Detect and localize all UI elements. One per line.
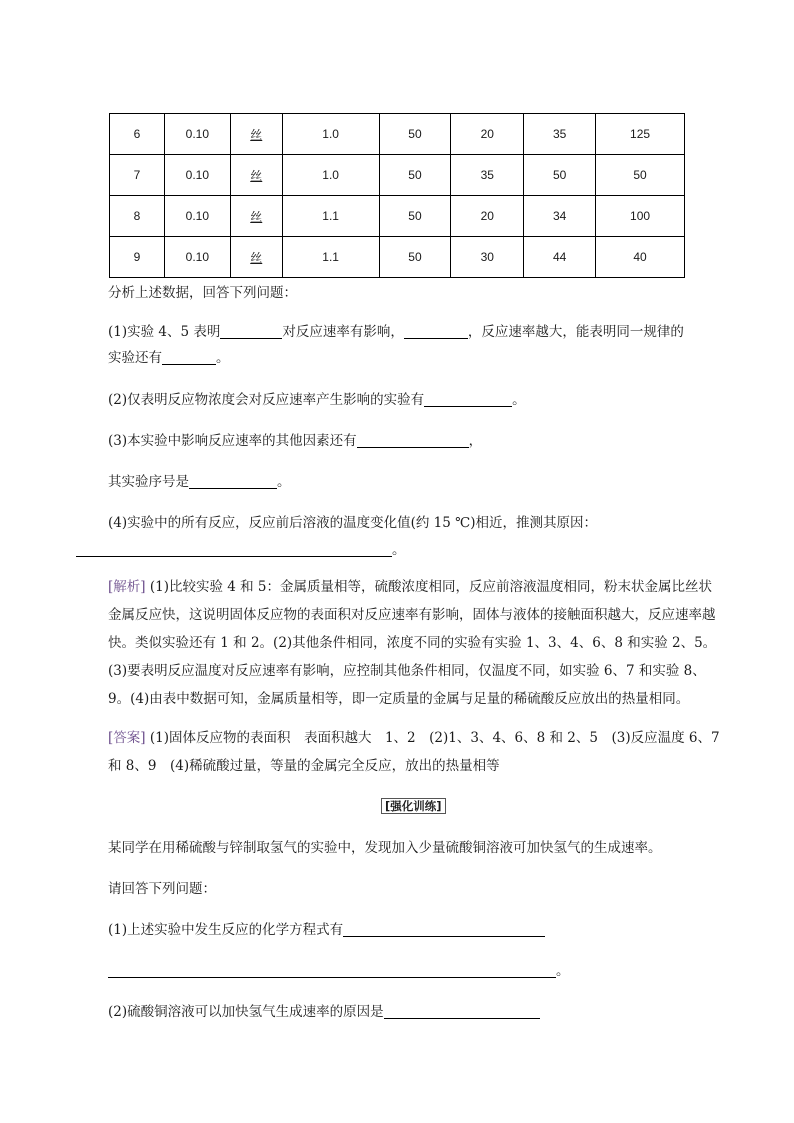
analysis-text: (1)比较实验 4 和 5：金属质量相等，硫酸浓度相同，反应前溶液温度相同，粉末状金属比丝状金属反应快，这说明固体反应物的表面积对反应速率有影响，固体与液体的接触面积越大，反应速率越快。类似实验还有 1 和 2。(2)其他条件相同，浓度不同的实验有实验 1、3、4、6、8 和实验 2、5。(3)要表明反应温度对反应速率有影响，应控制其他条件相同，仅温度不同，如实验 6、7 和实验 8、9。(4)由表中数据可知，金属质量相等，即一定质量的金属与足量的稀硫酸反应放出的热量相同。	[108, 579, 717, 707]
table-cell: 丝	[230, 237, 282, 278]
answer-blank[interactable]	[189, 474, 277, 489]
table-cell: 7	[110, 155, 165, 196]
table-cell: 8	[110, 196, 165, 237]
q1-part-a: (1)实验 4、5 表明	[108, 324, 221, 340]
table-row	[110, 114, 685, 155]
table-cell: 50	[379, 155, 451, 196]
intro-text: 分析上述数据，回答下列问题：	[108, 285, 297, 301]
exercise-question-2	[108, 1000, 540, 1020]
q3-text: (3)本实验中影响反应速率的其他因素还有	[108, 433, 357, 449]
table-cell: 1.1	[282, 237, 379, 278]
answer-text: (1)固体反应物的表面积 表面积越大 1、2 (2)1、3、4、6、8 和 2、5 (3)反应温度 6、7 和 8、9 (4)稀硫酸过量，等量的金属完全反应，放出的热量相等	[108, 730, 720, 774]
exercise-question-1-cont	[108, 959, 570, 979]
q1-part-e: 。	[216, 350, 230, 366]
answer-blank[interactable]	[384, 1004, 540, 1019]
q4-end: 。	[392, 542, 406, 558]
exercise-q2-text: (2)硫酸铜溶液可以加快氢气生成速率的原因是	[108, 1004, 384, 1020]
exercise-prompt: 请回答下列问题：	[108, 881, 216, 897]
table-cell: 40	[596, 237, 685, 278]
q2-text: (2)仅表明反应物浓度会对反应速率产生影响的实验有	[108, 392, 425, 408]
table-cell: 6	[110, 114, 165, 155]
table-cell: 0.10	[164, 196, 230, 237]
q2-end: 。	[512, 392, 526, 408]
table-cell: 50	[524, 155, 596, 196]
q3-comma: ，	[468, 433, 483, 449]
table-cell: 0.10	[164, 155, 230, 196]
table-cell: 44	[524, 237, 596, 278]
exercise-q1-text: (1)上述实验中发生反应的化学方程式有	[108, 922, 344, 938]
question-2	[108, 388, 526, 408]
table-cell: 50	[379, 114, 451, 155]
answer-paragraph	[108, 724, 720, 780]
table-cell: 0.10	[164, 237, 230, 278]
analysis-paragraph	[108, 573, 720, 713]
q3-end: 。	[277, 474, 291, 490]
table-row	[110, 237, 685, 278]
answer-blank[interactable]	[220, 324, 282, 339]
table-cell: 100	[596, 196, 685, 237]
answer-blank[interactable]	[343, 922, 545, 937]
exercise-intro: 某同学在用稀硫酸与锌制取氢气的实验中，发现加入少量硫酸铜溶液可加快氢气的生成速率。	[108, 840, 662, 856]
table-cell: 20	[451, 196, 524, 237]
question-3-cont	[108, 470, 291, 490]
table-cell: 0.10	[164, 114, 230, 155]
table-cell: 35	[524, 114, 596, 155]
q1-part-b: 对反应速率有影响，	[282, 324, 404, 340]
answer-blank[interactable]	[357, 433, 469, 448]
q3-seq-label: 其实验序号是	[108, 474, 189, 490]
table-cell: 9	[110, 237, 165, 278]
table-row	[110, 196, 685, 237]
question-1-cont	[108, 346, 230, 366]
answer-blank[interactable]	[162, 350, 216, 365]
table-cell: 1.0	[282, 155, 379, 196]
table-cell: 丝	[230, 114, 282, 155]
answer-blank[interactable]	[108, 963, 556, 978]
answer-blank[interactable]	[76, 542, 392, 557]
table-row	[110, 155, 685, 196]
table-cell: 50	[596, 155, 685, 196]
table-cell: 50	[379, 237, 451, 278]
table-cell: 35	[451, 155, 524, 196]
q1-part-d: 实验还有	[108, 350, 162, 366]
question-1	[108, 320, 684, 340]
table-cell: 丝	[230, 155, 282, 196]
question-3	[108, 429, 482, 449]
table-cell: 丝	[230, 196, 282, 237]
table-cell: 34	[524, 196, 596, 237]
analysis-tag: [解析]	[108, 579, 146, 595]
table-cell: 125	[596, 114, 685, 155]
table-cell: 1.1	[282, 196, 379, 237]
table-cell: 50	[379, 196, 451, 237]
answer-tag: [答案]	[108, 730, 146, 746]
table-cell: 20	[451, 114, 524, 155]
table-cell: 1.0	[282, 114, 379, 155]
question-4-cont	[76, 538, 406, 558]
data-table	[109, 113, 685, 278]
q1-part-c: ，反应速率越大，能表明同一规律的	[467, 324, 684, 340]
section-label: [强化训练]	[381, 798, 446, 814]
table-cell: 30	[451, 237, 524, 278]
answer-blank[interactable]	[404, 324, 468, 339]
question-4: (4)实验中的所有反应，反应前后溶液的温度变化值(约 15 ℃)相近，推测其原因：	[108, 515, 598, 531]
answer-blank[interactable]	[424, 392, 512, 407]
exercise-question-1	[108, 918, 545, 938]
exercise-q1-end: 。	[556, 963, 570, 979]
